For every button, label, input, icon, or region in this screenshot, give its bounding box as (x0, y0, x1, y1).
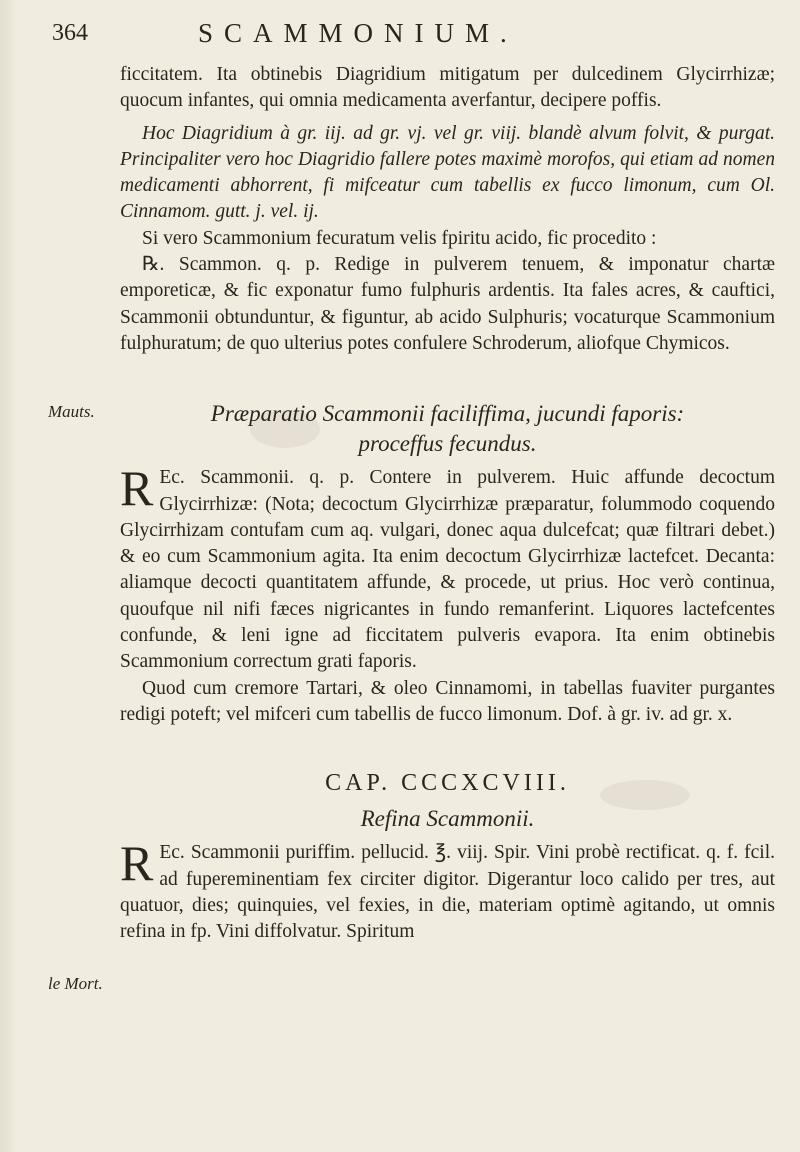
paragraph (120, 460, 775, 675)
page-number: 364 (52, 20, 88, 46)
paragraph-text: Ec. Scammonii. q. p. Contere in pulverem. Huic affunde decoctum Glycirrhizæ: (Nota; decoctum Glycirrhizæ præparatur, folummodo coquendo Glycirrhizam contufam cum aq. vulgari, donec aqua dulcefcat; quæ filtrari debet.) & eo cum Scammonium agita. Ita enim decoctum Glycirrhizæ lactefcet. Decanta: aliamque decocti quantitatem affunde, & procede, ut prius. Hoc verò continua, quoufque nil nifi fæces nigricantes in fundo remanferint. Liquores lactefcentes confunde, & leni igne ad ficcitatem pulveris evapora. Ita enim obtinebis Scammonium correctum grati faporis. (120, 467, 775, 673)
paragraph: Hoc Diagridium à gr. iij. ad gr. vj. vel gr. viij. blandè alvum folvit, & purgat. Principaliter vero hoc Diagridio fallere potes maximè morofos, qui etiam ad nomen medicamenti abhorrent, fi mifceatur cum tabellis ex fucco limonum, cum Ol. Cinnamom. gutt. j. vel. ij. (120, 122, 775, 223)
section-title: Refina Scammonii. (360, 806, 535, 832)
running-title: SCAMMONIUM. (198, 18, 518, 48)
section-title: Præparatio Scammonii faciliffima, jucundi faporis: (210, 401, 685, 427)
drop-initial: R (120, 835, 154, 892)
running-head (52, 20, 772, 50)
paragraph: Quod cum cremore Tartari, & oleo Cinnamomi, in tabellas fuaviter purgantes redigi poteft; vel mifceri cum tabellis de fucco limonum. Dof. à gr. iv. ad gr. x. (120, 677, 775, 725)
chapter-heading: CAP. CCCXCVIII. (325, 770, 570, 797)
paragraph-text: Ec. Scammonii puriffim. pellucid. ℥. viij. Spir. Vini probè rectificat. q. f. fcil. ad fupereminentiam fex circiter digitor. Digerantur loco calido per tres, aut quatuor, dies; quinquies, vel fexies, in die, materiam optimè agitando, ut omnis refina in fp. Vini diffolvatur. Spiritum (120, 842, 775, 943)
paragraph (120, 835, 775, 945)
margin-note: Mauts. (48, 402, 95, 421)
main-text (120, 62, 775, 945)
paragraph: Si vero Scammonium fecuratum velis fpiritu acido, fic procedito : (142, 227, 657, 249)
margin-note: le Mort. (48, 974, 103, 993)
paragraph: ficcitatem. Ita obtinebis Diagridium mitigatum per dulcedinem Glycirrhizæ; quocum infantes, qui omnia medicamenta averfantur, decipere poffis. (120, 64, 775, 112)
section-title: proceffus fecundus. (358, 431, 537, 457)
paragraph: ℞. Scammon. q. p. Redige in pulverem tenuem, & imponatur chartæ emporeticæ, & fic exponatur fumo fulphuris ardentis. Ita fales acres, & cauftici, Scammonii obtunduntur, & figuntur, ab acido Sulphuris; vocaturque Scammonium fulphuratum; de quo ulterius potes confulere Schroderum, aliofque Chymicos. (120, 254, 775, 354)
page-edge-shadow (0, 0, 18, 1152)
drop-initial: R (120, 460, 154, 517)
